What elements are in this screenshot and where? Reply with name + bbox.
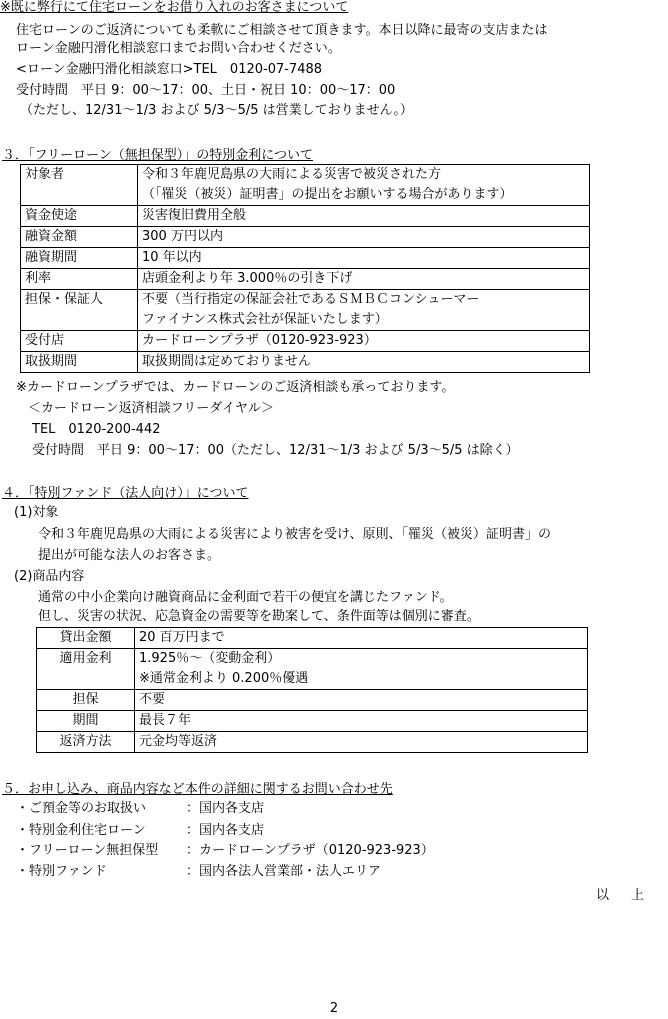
card-loan-note: ※カードローンプラザでは、カードローンのご返済相談も承っております。 (16, 380, 455, 395)
row-value: 不要 (135, 690, 588, 711)
target-subheading: (1)対象 (14, 505, 59, 520)
freedial-tel: TEL 0120-200-442 (32, 422, 161, 437)
table-row (21, 227, 590, 248)
existing-loan-heading: ※既に弊行にて住宅ローンをお借り入れのお客さまについて (0, 0, 349, 15)
existing-loan-text-2: ローン金融円滑化相談窓口までお問い合わせください。 (16, 41, 341, 56)
row-label: 対象者 (21, 165, 138, 206)
product-text-2: 但し、災害の状況、応急資金の需要等を勘案して、条件面等は個別に審査。 (38, 609, 480, 624)
freedial-title: ＜カードローン返済相談フリーダイヤル＞ (28, 401, 274, 416)
row-label: 受付店 (21, 331, 138, 352)
row-value: 災害復旧費用全般 (138, 206, 590, 227)
holiday-note: （ただし、12/31～1/3 および 5/3～5/5 は営業しておりません。） (20, 103, 413, 118)
row-label: 期間 (37, 711, 135, 732)
row-value: 不要（当行指定の保証会社であるＳＭＢＣコンシューマー ファイナンス株式会社が保証いたします） (138, 290, 590, 331)
table-row (37, 711, 588, 732)
row-label: 適用金利 (37, 649, 135, 690)
row-label: 融資金額 (21, 227, 138, 248)
row-value: 取扱期間は定めておりません (138, 352, 590, 373)
row-value: 最長７年 (135, 711, 588, 732)
row-label: 資金使途 (21, 206, 138, 227)
contact-item-label: ・特別ファンド (16, 864, 107, 879)
table-row (21, 248, 590, 269)
table-row (21, 331, 590, 352)
row-value: 1.925％～（変動金利） ※通常金利より 0.200％優遇 (135, 649, 588, 690)
contact-item-label: ・特別金利住宅ローン (16, 823, 146, 838)
special-fund-heading: ４．「特別ファンド（法人向け）」について (2, 486, 249, 501)
free-loan-table (20, 164, 590, 373)
closing-mark: 以上 (595, 888, 666, 903)
row-value: 20 百万円まで (135, 628, 588, 649)
table-row (21, 290, 590, 331)
table-row (21, 165, 590, 206)
contact-item-value: ：カードローンプラザ（0120-923-923） (186, 843, 434, 858)
row-label: 貸出金額 (37, 628, 135, 649)
contact-item-label: ・ご預金等のお取扱い (16, 801, 147, 816)
reception-hours: 受付時間 平日 9：00～17：00、土日・祝日 10：00～17：00 (16, 83, 396, 98)
contact-item-value: ：国内各支店 (186, 823, 265, 838)
target-text-2: 提出が可能な法人のお客さま。 (38, 548, 221, 563)
product-text-1: 通常の中小企業向け融資商品に金利面で若干の便宜を講じたファンド。 (38, 590, 453, 605)
page-number: 2 (329, 1001, 339, 1016)
contact-item-value: ：国内各支店 (186, 801, 265, 816)
row-label: 担保 (37, 690, 135, 711)
row-value: 令和３年鹿児島県の大雨による災害で被災された方 （「罹災（被災）証明書」の提出をお願いする場合があります） (138, 165, 590, 206)
freedial-hours: 受付時間 平日 9：00～17：00（ただし、12/31～1/3 および 5/3～5/5 は除く） (32, 443, 519, 458)
table-row (37, 628, 588, 649)
consult-window-tel: <ローン金融円滑化相談窓口>TEL 0120-07-7488 (16, 62, 323, 77)
table-row (21, 352, 590, 373)
row-value: 店頭金利より年 3.000％の引き下げ (138, 269, 590, 290)
inquiry-heading: ５．お申し込み、商品内容など本件の詳細に関するお問い合わせ先 (2, 782, 393, 797)
target-text-1: 令和３年鹿児島県の大雨による災害により被害を受け、原則、「罹災（被災）証明書」の (38, 527, 551, 542)
product-subheading: (2)商品内容 (14, 569, 85, 584)
free-loan-heading: ３．「フリーローン（無担保型）」の特別金利について (2, 148, 313, 163)
table-row (21, 206, 590, 227)
row-label: 担保・保証人 (21, 290, 138, 331)
row-value: 300 万円以内 (138, 227, 590, 248)
row-value: カードローンプラザ（0120-923-923） (138, 331, 590, 352)
contact-item-value: ：国内各法人営業部・法人エリア (186, 864, 382, 879)
row-label: 取扱期間 (21, 352, 138, 373)
contact-item-label: ・フリーローン無担保型 (16, 843, 159, 858)
table-row (21, 269, 590, 290)
row-value: 元金均等返済 (135, 732, 588, 753)
special-fund-table (36, 627, 588, 753)
table-row (37, 732, 588, 753)
row-label: 返済方法 (37, 732, 135, 753)
table-row (37, 690, 588, 711)
row-label: 融資期間 (21, 248, 138, 269)
row-value: 10 年以内 (138, 248, 590, 269)
row-label: 利率 (21, 269, 138, 290)
table-row (37, 649, 588, 690)
existing-loan-text-1: 住宅ローンのご返済についても柔軟にご相談させて頂きます。本日以降に最寄の支店または (16, 23, 548, 38)
